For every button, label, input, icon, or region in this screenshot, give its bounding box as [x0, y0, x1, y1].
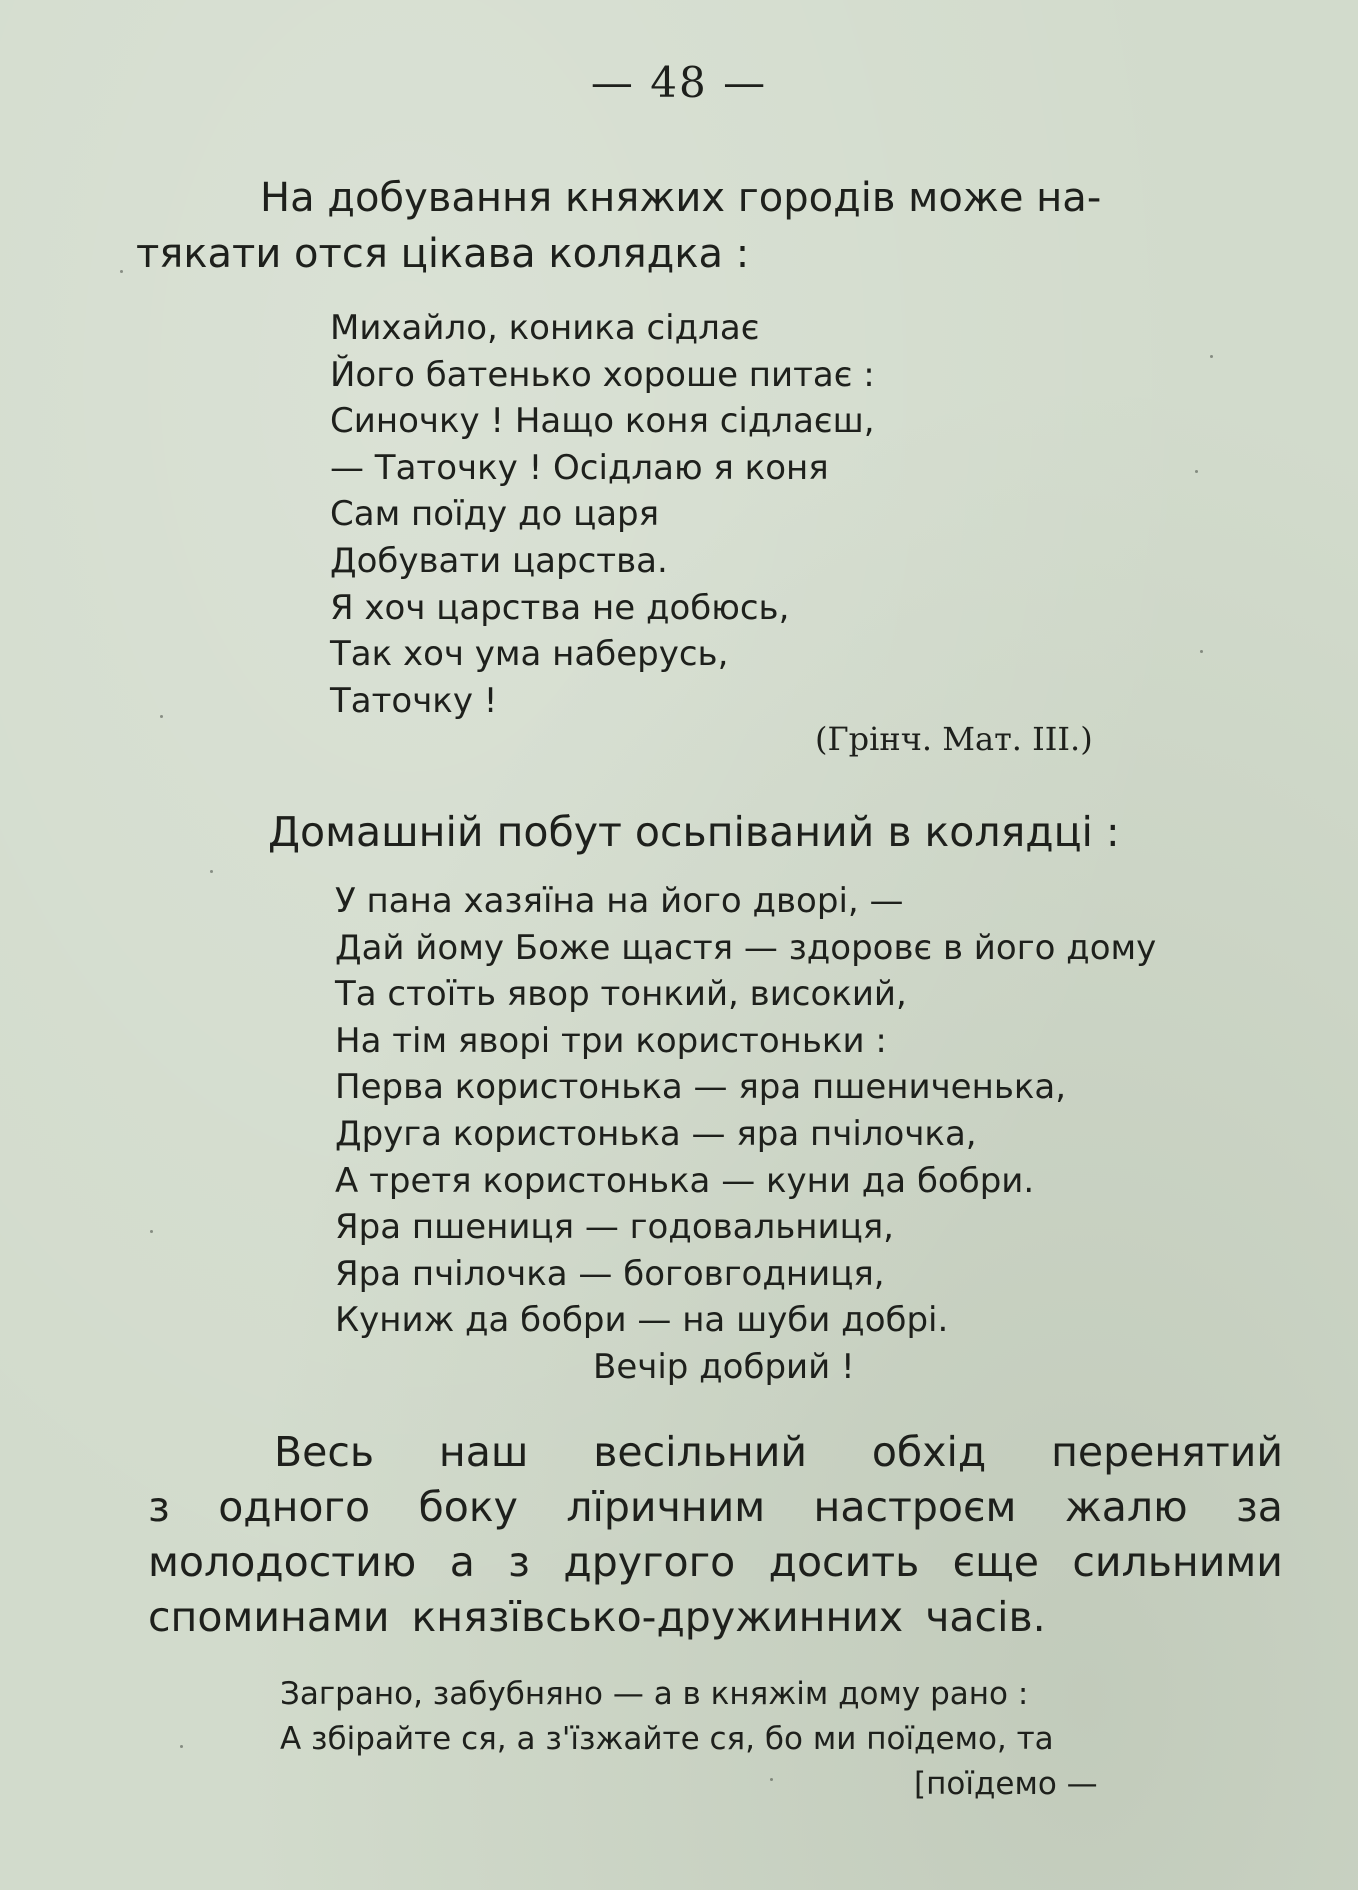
intro-paragraph: [136, 170, 1102, 282]
paper-speck: [1195, 470, 1198, 473]
word: боку: [418, 1483, 518, 1531]
carol-3-line: Заграно, забубняно — а в княжім дому рано :: [280, 1676, 1029, 1712]
carol-2-line: А третя користонька — куни да бобри.: [335, 1160, 1035, 1201]
carol-1-line: Синочку ! Нащо коня сідлаєш,: [330, 401, 875, 442]
section-heading: Домашній побут осьпіваний в колядці :: [268, 808, 1120, 856]
carol-2-line: Та стоїть явор тонкий, високий,: [335, 974, 907, 1015]
carol-1-line: Сам поїду до царя: [330, 494, 660, 535]
word: досить: [768, 1538, 920, 1586]
paper-speck: [150, 1230, 153, 1233]
intro-line-2: тякати отся цікава колядка :: [136, 231, 750, 277]
word: молодостию: [148, 1538, 417, 1586]
wedding-paragraph-line: [148, 1480, 1283, 1535]
paper-speck: [1210, 355, 1213, 358]
carol-3: [280, 1672, 1098, 1807]
word: перенятий: [1051, 1428, 1283, 1476]
carol-2-line: Яра пчілочка — боговгодниця,: [335, 1253, 885, 1294]
carol-1-line: Таточку !: [330, 680, 498, 721]
word: одного: [218, 1483, 371, 1531]
carol-2-line: Дай йому Боже щастя — здоровє в його дому: [335, 927, 1157, 968]
carol-1-line: — Таточку ! Осідлаю я коня: [330, 447, 829, 488]
word: лїричним: [566, 1483, 766, 1531]
carol-2: [335, 878, 1156, 1391]
wedding-paragraph-line: [148, 1535, 1283, 1590]
word: часів.: [925, 1593, 1046, 1641]
paper-speck: [160, 715, 163, 718]
word: Весь: [274, 1428, 375, 1476]
paper-speck: [1210, 1560, 1213, 1563]
carol-1-line: Я хоч царства не добюсь,: [330, 587, 790, 628]
intro-line-1: На добування княжих городів може на-: [260, 175, 1102, 221]
word: князївсько-дружинних: [411, 1593, 904, 1641]
word: наш: [438, 1428, 529, 1476]
word: з: [508, 1538, 530, 1586]
carol-3-line: А збірайте ся, а з'їзжайте ся, бо ми поїдемо, та: [280, 1721, 1054, 1757]
paper-speck: [180, 1745, 183, 1748]
carol-2-line: Перва користонька — яра пшениченька,: [335, 1067, 1067, 1108]
word: обхід: [871, 1428, 987, 1476]
paper-speck: [1200, 650, 1203, 653]
wedding-paragraph-line: [274, 1425, 1283, 1480]
wedding-paragraph-line: [148, 1590, 1283, 1645]
carol-1-source: (Грінч. Мат. III.): [815, 720, 1093, 758]
carol-1-line: Його батенько хороше питає :: [330, 354, 875, 395]
word: а: [449, 1538, 475, 1586]
page-number: — 48 —: [590, 58, 768, 107]
word: весільний: [593, 1428, 807, 1476]
wedding-paragraph: [148, 1425, 1283, 1645]
carol-2-closing: Вечір добрий !: [593, 1346, 855, 1387]
word: сильними: [1072, 1538, 1283, 1586]
paper-speck: [210, 870, 213, 873]
carol-1-line: Так хоч ума наберусь,: [330, 634, 729, 675]
word: споминами: [148, 1593, 390, 1641]
word: з: [148, 1483, 170, 1531]
word: за: [1235, 1483, 1283, 1531]
word: другого: [563, 1538, 736, 1586]
carol-2-line: Яра пшениця — годовальниця,: [335, 1207, 894, 1248]
carol-1-line: Михайло, коника сідлає: [330, 308, 760, 348]
carol-2-line: Куниж да бобри — на шуби добрі.: [335, 1300, 949, 1341]
carol-2-line: Друга користонька — яра пчілочка,: [335, 1113, 977, 1154]
paper-speck: [120, 270, 123, 273]
paper-speck: [770, 1778, 773, 1781]
carol-3-line: [поїдемо —: [914, 1766, 1098, 1802]
carol-1-line: Добувати царства.: [330, 540, 668, 581]
carol-1: [330, 305, 875, 724]
word: єще: [952, 1538, 1039, 1586]
word: настроєм: [813, 1483, 1017, 1531]
word: жалю: [1064, 1483, 1188, 1531]
carol-2-line: У пана хазяїна на його дворі, —: [335, 881, 904, 921]
carol-2-line: На тім яворі три користоньки :: [335, 1020, 887, 1061]
